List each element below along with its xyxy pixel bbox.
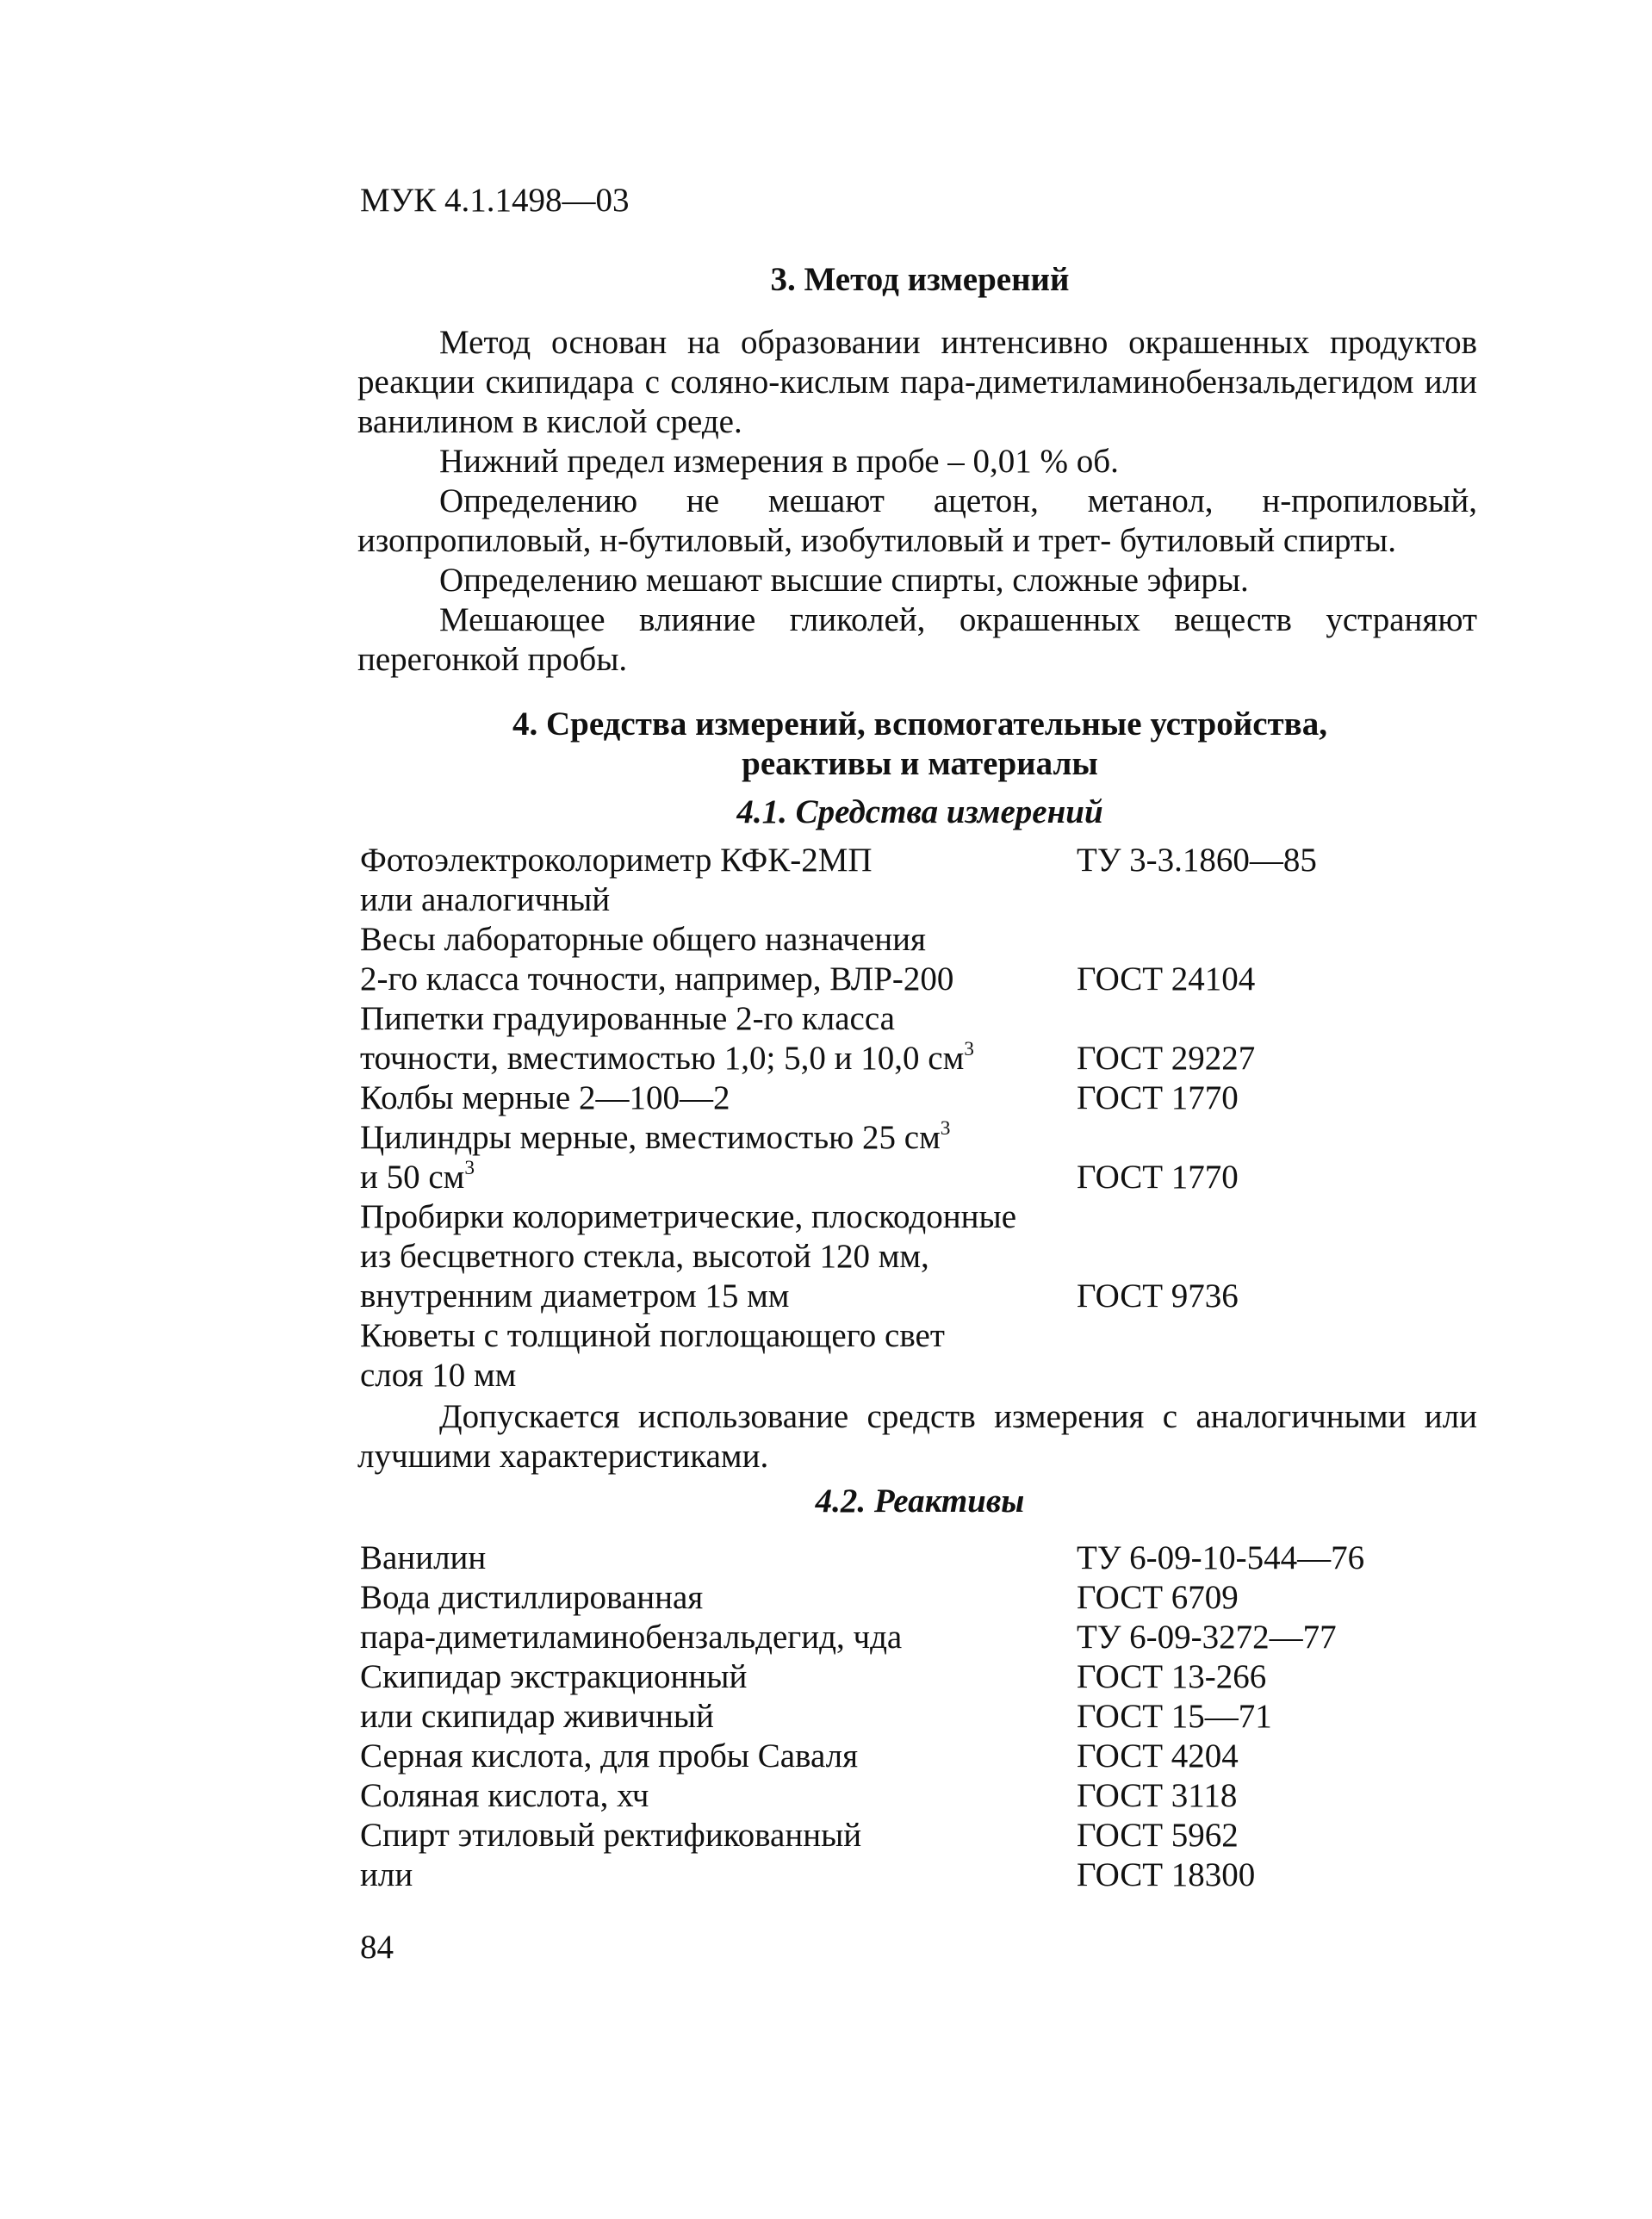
paragraph-lower-limit: Нижний предел измерения в пробе – 0,01 % об. <box>439 443 1119 480</box>
list-item: Фотоэлектроколориметр КФК-2МП ТУ 3-3.1860—85 <box>360 842 1317 879</box>
section-3-body <box>357 323 1477 680</box>
page-number: 84 <box>360 1929 394 1966</box>
list-item: внутренним диаметром 15 мм ГОСТ 9736 <box>360 1277 1239 1315</box>
list-item: Колбы мерные 2—100—2 ГОСТ 1770 <box>360 1079 1239 1116</box>
section-4-title-line2: реактивы и материалы <box>742 745 1098 782</box>
list-item: Серная кислота, для пробы Саваля ГОСТ 4204 <box>360 1737 1239 1775</box>
paragraph-interference: Определению мешают высшие спирты, сложные эфиры. <box>439 562 1249 599</box>
subsection-4-1-title: 4.1. Средства измерений <box>736 793 1103 830</box>
list-item: Соляная кислота, хч ГОСТ 3118 <box>360 1777 1238 1814</box>
section-4-title-line1: 4. Средства измерений, вспомогательные устройства, <box>512 705 1327 743</box>
list-item: Спирт этиловый ректификованный ГОСТ 5962 <box>360 1817 1239 1854</box>
list-item: или ГОСТ 18300 <box>360 1856 1256 1893</box>
list-item: пара-диметиламинобензальдегид, чда ТУ 6-09-3272—77 <box>360 1619 1337 1656</box>
list-item: 2-го класса точности, например, ВЛР-200 ГОСТ 24104 <box>360 960 1256 998</box>
list-item: Пипетки градуированные 2-го класса <box>360 1000 895 1037</box>
list-item: или скипидар живичный ГОСТ 15—71 <box>360 1698 1272 1735</box>
reagents-list <box>360 1538 1497 1895</box>
list-item: Весы лабораторные общего назначения <box>360 921 926 958</box>
paragraph-no-interference: Определению не мешают ацетон, метанол, н-пропиловый, изопропиловый, н-бутиловый, изобутиловый и трет- бутиловый спирты. <box>357 482 1477 559</box>
instruments-note: Допускается использование средств измерения с аналогичными или лучшими характеристиками. <box>357 1398 1477 1475</box>
list-item: Ванилин ТУ 6-09-10-544—76 <box>360 1539 1365 1576</box>
document-code-header: МУК 4.1.1498—03 <box>360 182 630 219</box>
paragraph-method: Метод основан на образовании интенсивно окрашенных продуктов реакции скипидара с соляно-кислым пара-диметиламинобензальдегидом или ванилином в кислой среде. <box>357 324 1477 440</box>
list-item: Скипидар экстракционный ГОСТ 13-266 <box>360 1658 1267 1695</box>
list-item: Цилиндры мерные, вместимостью 25 $см^3$ <box>360 1117 951 1156</box>
measuring-instruments-list <box>360 841 1497 1395</box>
list-item: из бесцветного стекла, высотой 120 мм, <box>360 1238 929 1275</box>
list-item: Пробирки колориметрические, плоскодонные <box>360 1198 1017 1235</box>
paragraph-glycols: Мешающее влияние гликолей, окрашенных веществ устраняют перегонкой пробы. <box>357 601 1477 678</box>
list-item: или аналогичный <box>360 881 611 918</box>
list-item: Вода дистиллированная ГОСТ 6709 <box>360 1579 1239 1616</box>
section-3-title: 3. Метод измерений <box>770 261 1070 298</box>
list-item: точности, вместимостью 1,0; 5,0 и 10,0 $см^3$ ГОСТ 29227 <box>360 1038 1256 1077</box>
subsection-4-2-title: 4.2. Реактивы <box>815 1482 1025 1520</box>
list-item: слоя 10 мм <box>360 1357 517 1394</box>
list-item: Кюветы с толщиной поглощающего свет <box>360 1317 945 1354</box>
list-item: и 50 $см^3$ ГОСТ 1770 <box>360 1157 1239 1196</box>
